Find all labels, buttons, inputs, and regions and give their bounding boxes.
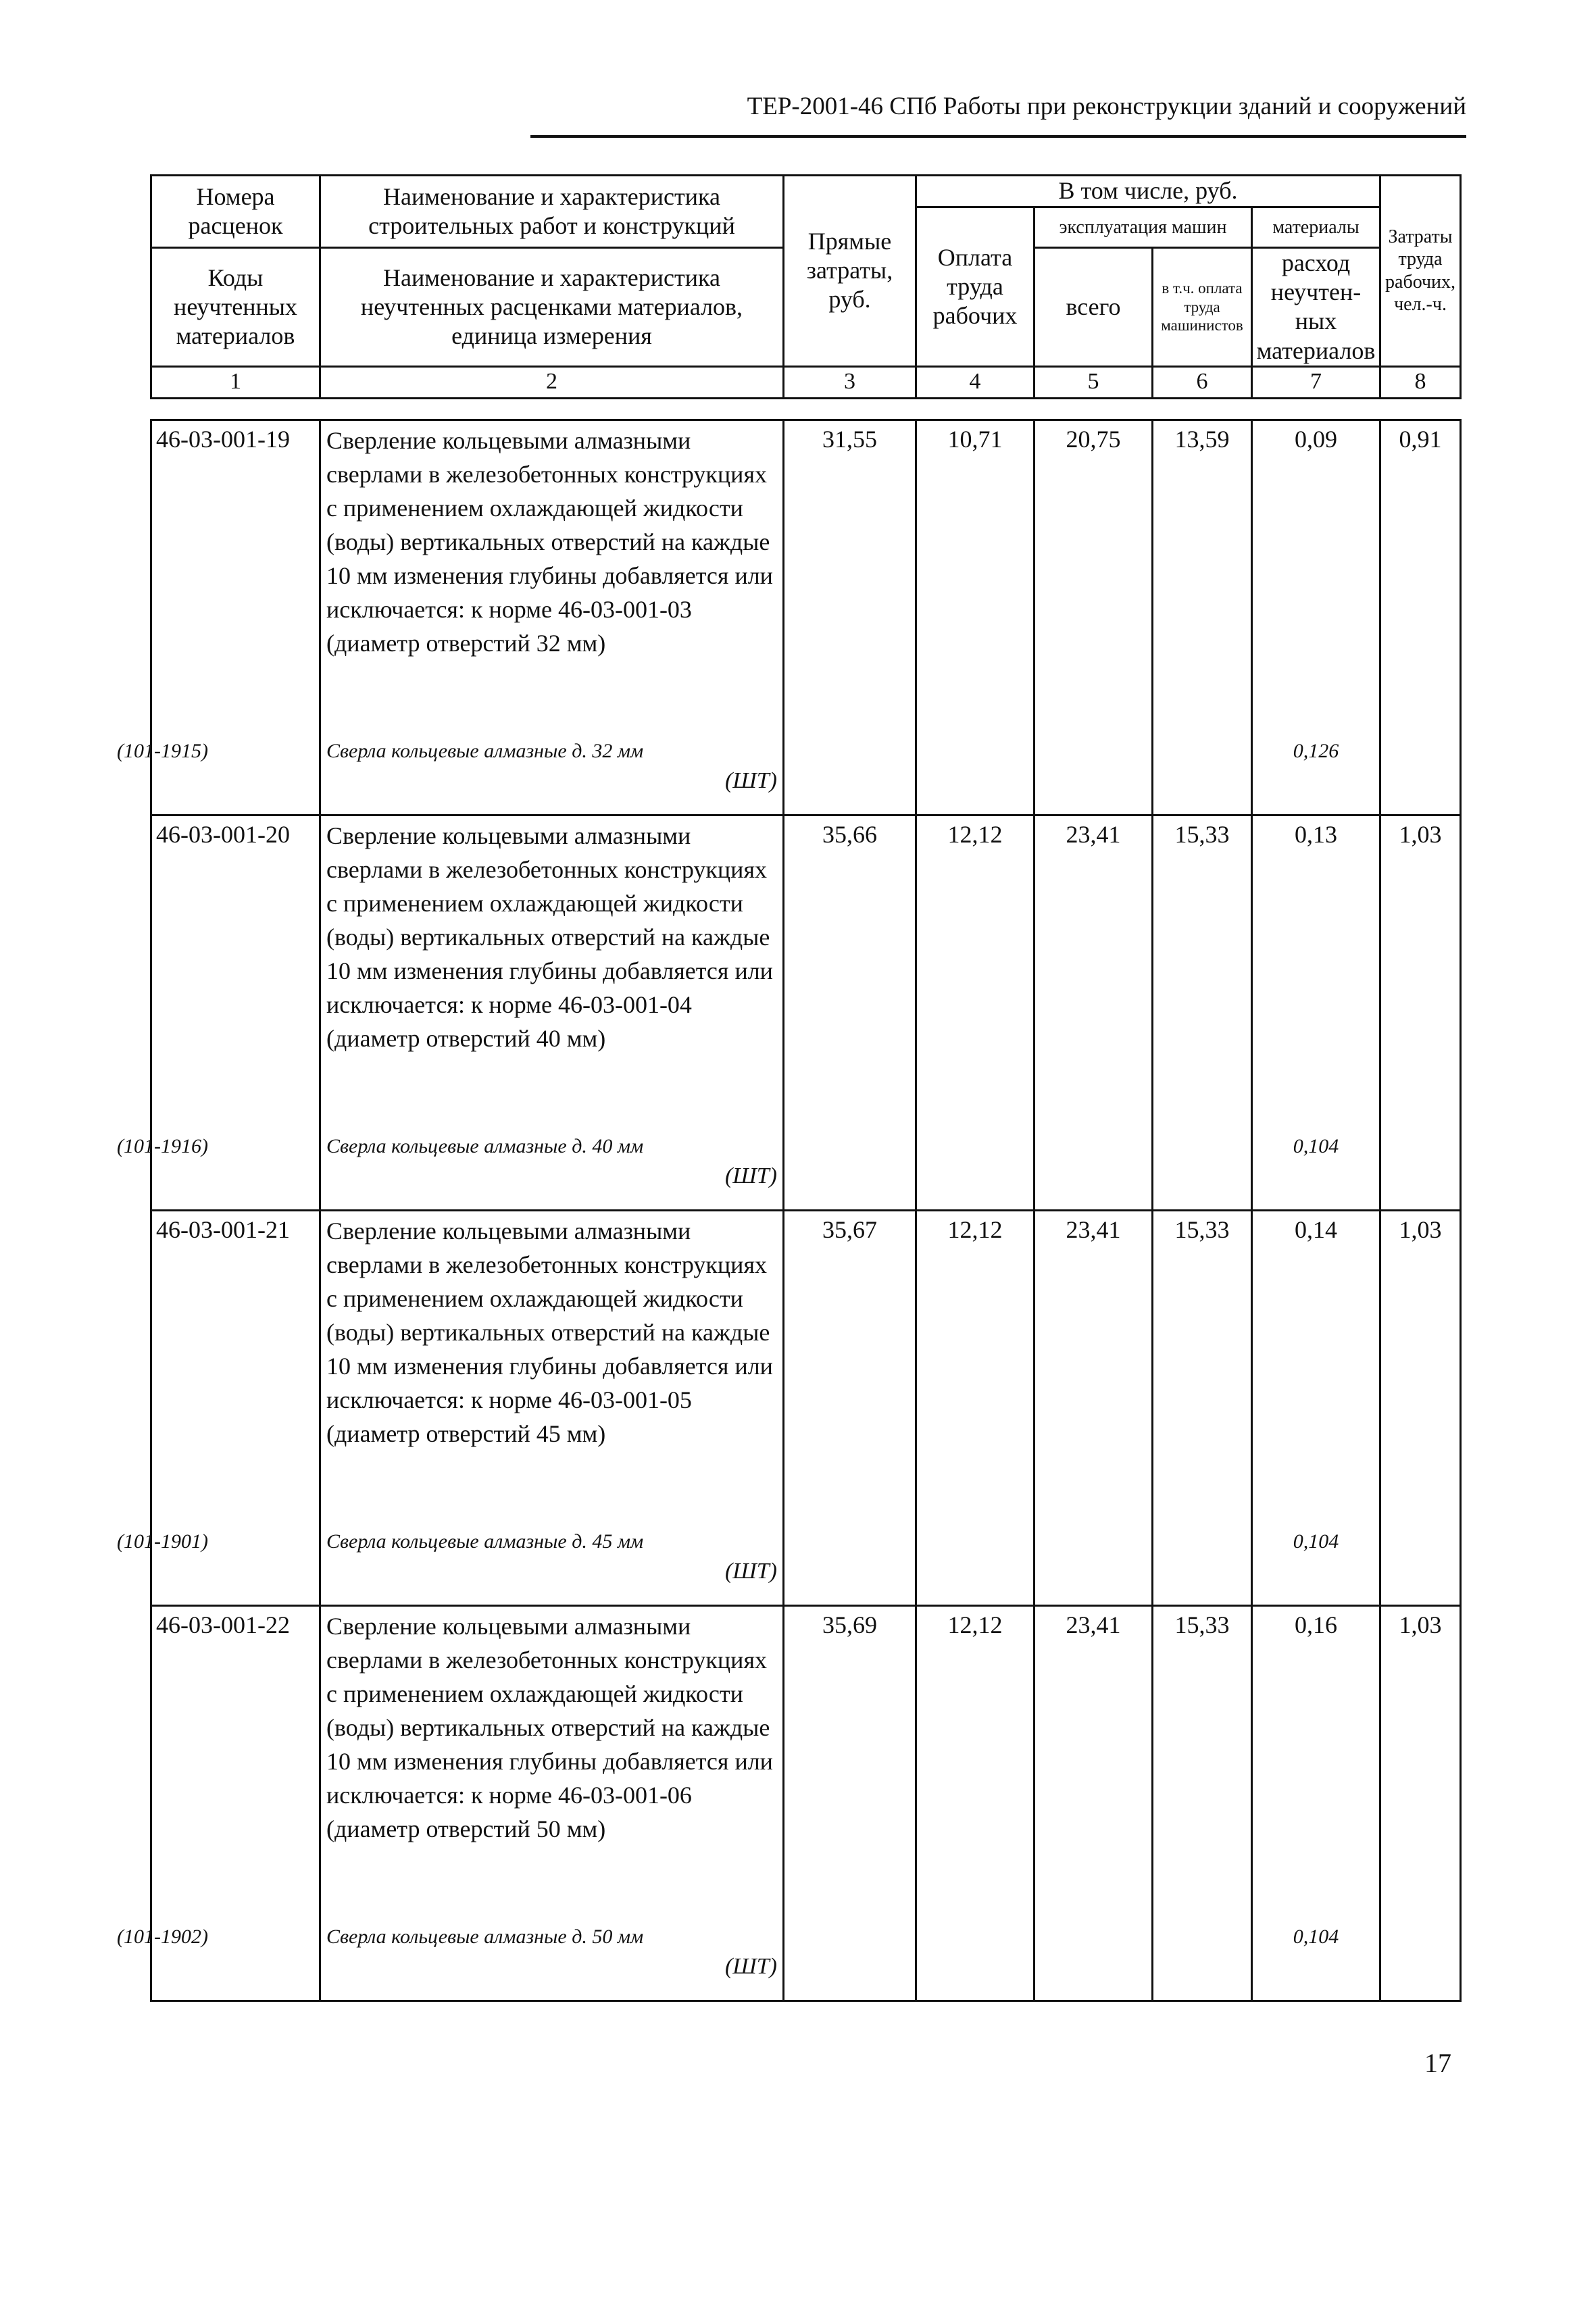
header-rule [530, 135, 1466, 138]
material-code: (101-1902) [117, 1926, 208, 1948]
machines-total-value: 23,41 [1034, 1211, 1153, 1511]
machines-total-value: 23,41 [1034, 815, 1153, 1115]
direct-costs-value: 35,69 [784, 1606, 916, 1906]
rate-code: 46-03-001-21 [151, 1211, 320, 1511]
material-consumption: 0,104 [1252, 1115, 1380, 1211]
machinist-labor-value: 15,33 [1153, 1606, 1252, 1906]
header-rate-numbers: Номера расценок [151, 176, 320, 248]
labor-pay-value: 12,12 [916, 815, 1034, 1115]
materials-value: 0,14 [1252, 1211, 1380, 1511]
machines-total-value: 23,41 [1034, 1606, 1153, 1906]
material-name: Сверла кольцевые алмазные д. 45 мм [326, 1530, 644, 1553]
material-consumption: 0,126 [1252, 720, 1380, 815]
material-unit: (ШТ) [724, 1954, 777, 1979]
rate-description: Сверление кольцевыми алмазными сверлами в железобетонных конструкциях с применением охлаждающей жидкости (воды) вертикальных отверстий на каждые 10 мм изменения глубины добавляется или исключается: к норме 46-03-001-03 (диаметр отверстий 32 мм) [320, 420, 784, 720]
column-number: 8 [1380, 366, 1461, 398]
column-number: 1 [151, 366, 320, 398]
material-code: (101-1915) [117, 740, 208, 762]
table-header [150, 174, 1462, 399]
material-code: (101-1901) [117, 1530, 208, 1553]
header-labor-hours: Затраты труда рабочих, чел.-ч. [1380, 176, 1461, 367]
material-unit: (ШТ) [724, 1163, 777, 1188]
material-name: Сверла кольцевые алмазные д. 50 мм [326, 1926, 644, 1948]
header-labor-pay: Оплата труда рабочих [916, 207, 1034, 367]
header-machines: эксплуатация машин [1034, 207, 1252, 248]
column-number: 3 [784, 366, 916, 398]
header-work-name: Наименование и характеристика строительных работ и конструкций [320, 176, 784, 248]
labor-pay-value: 12,12 [916, 1211, 1034, 1511]
material-row [151, 1905, 1461, 2001]
rate-code: 46-03-001-20 [151, 815, 320, 1115]
material-code: (101-1916) [117, 1135, 208, 1157]
page-number: 17 [1424, 2048, 1451, 2078]
table-row [151, 1606, 1461, 1906]
table-row [151, 815, 1461, 1115]
labor-hours-value: 1,03 [1380, 1211, 1461, 1511]
labor-hours-value: 0,91 [1380, 420, 1461, 720]
direct-costs-value: 35,67 [784, 1211, 916, 1511]
material-unit: (ШТ) [724, 768, 777, 793]
header-machines-total: всего [1034, 248, 1153, 367]
material-consumption: 0,104 [1252, 1905, 1380, 2001]
machines-total-value: 20,75 [1034, 420, 1153, 720]
document-header-title: ТЕР-2001-46 СПб Работы при реконструкции зданий и сооружений [747, 93, 1466, 120]
table-row [151, 420, 1461, 720]
labor-pay-value: 10,71 [916, 420, 1034, 720]
table-row [151, 1211, 1461, 1511]
materials-value: 0,16 [1252, 1606, 1380, 1906]
column-number: 7 [1252, 366, 1380, 398]
machinist-labor-value: 15,33 [1153, 815, 1252, 1115]
rate-description: Сверление кольцевыми алмазными сверлами в железобетонных конструкциях с применением охлаждающей жидкости (воды) вертикальных отверстий на каждые 10 мм изменения глубины добавляется или исключается: к норме 46-03-001-05 (диаметр отверстий 45 мм) [320, 1211, 784, 1511]
rate-description: Сверление кольцевыми алмазными сверлами в железобетонных конструкциях с применением охлаждающей жидкости (воды) вертикальных отверстий на каждые 10 мм изменения глубины добавляется или исключается: к норме 46-03-001-04 (диаметр отверстий 40 мм) [320, 815, 784, 1115]
machinist-labor-value: 15,33 [1153, 1211, 1252, 1511]
header-machinist-labor: в т.ч. оплата труда машинистов [1153, 248, 1252, 367]
column-number: 4 [916, 366, 1034, 398]
rates-table [117, 419, 1462, 2002]
materials-value: 0,13 [1252, 815, 1380, 1115]
column-number: 6 [1153, 366, 1252, 398]
column-number: 5 [1034, 366, 1153, 398]
header-direct-costs: Прямые затраты, руб. [784, 176, 916, 367]
material-row [151, 720, 1461, 815]
direct-costs-value: 31,55 [784, 420, 916, 720]
header-material-name: Наименование и характеристика неучтенных расценками материалов, единица измерения [320, 248, 784, 367]
material-name: Сверла кольцевые алмазные д. 32 мм [326, 740, 644, 762]
labor-hours-value: 1,03 [1380, 815, 1461, 1115]
machinist-labor-value: 13,59 [1153, 420, 1252, 720]
material-row [151, 1510, 1461, 1606]
header-including-group: В том числе, руб. [916, 176, 1380, 207]
rate-code: 46-03-001-22 [151, 1606, 320, 1906]
header-materials: материалы [1252, 207, 1380, 248]
material-row [151, 1115, 1461, 1211]
material-consumption: 0,104 [1252, 1510, 1380, 1606]
labor-hours-value: 1,03 [1380, 1606, 1461, 1906]
direct-costs-value: 35,66 [784, 815, 916, 1115]
material-unit: (ШТ) [724, 1559, 777, 1584]
header-material-consumption: расход неучтен-ных материалов [1252, 248, 1380, 367]
materials-value: 0,09 [1252, 420, 1380, 720]
rate-code: 46-03-001-19 [151, 420, 320, 720]
rate-description: Сверление кольцевыми алмазными сверлами в железобетонных конструкциях с применением охлаждающей жидкости (воды) вертикальных отверстий на каждые 10 мм изменения глубины добавляется или исключается: к норме 46-03-001-06 (диаметр отверстий 50 мм) [320, 1606, 784, 1906]
header-material-codes: Коды неучтенных материалов [151, 248, 320, 367]
column-number: 2 [320, 366, 784, 398]
material-name: Сверла кольцевые алмазные д. 40 мм [326, 1135, 644, 1157]
labor-pay-value: 12,12 [916, 1606, 1034, 1906]
